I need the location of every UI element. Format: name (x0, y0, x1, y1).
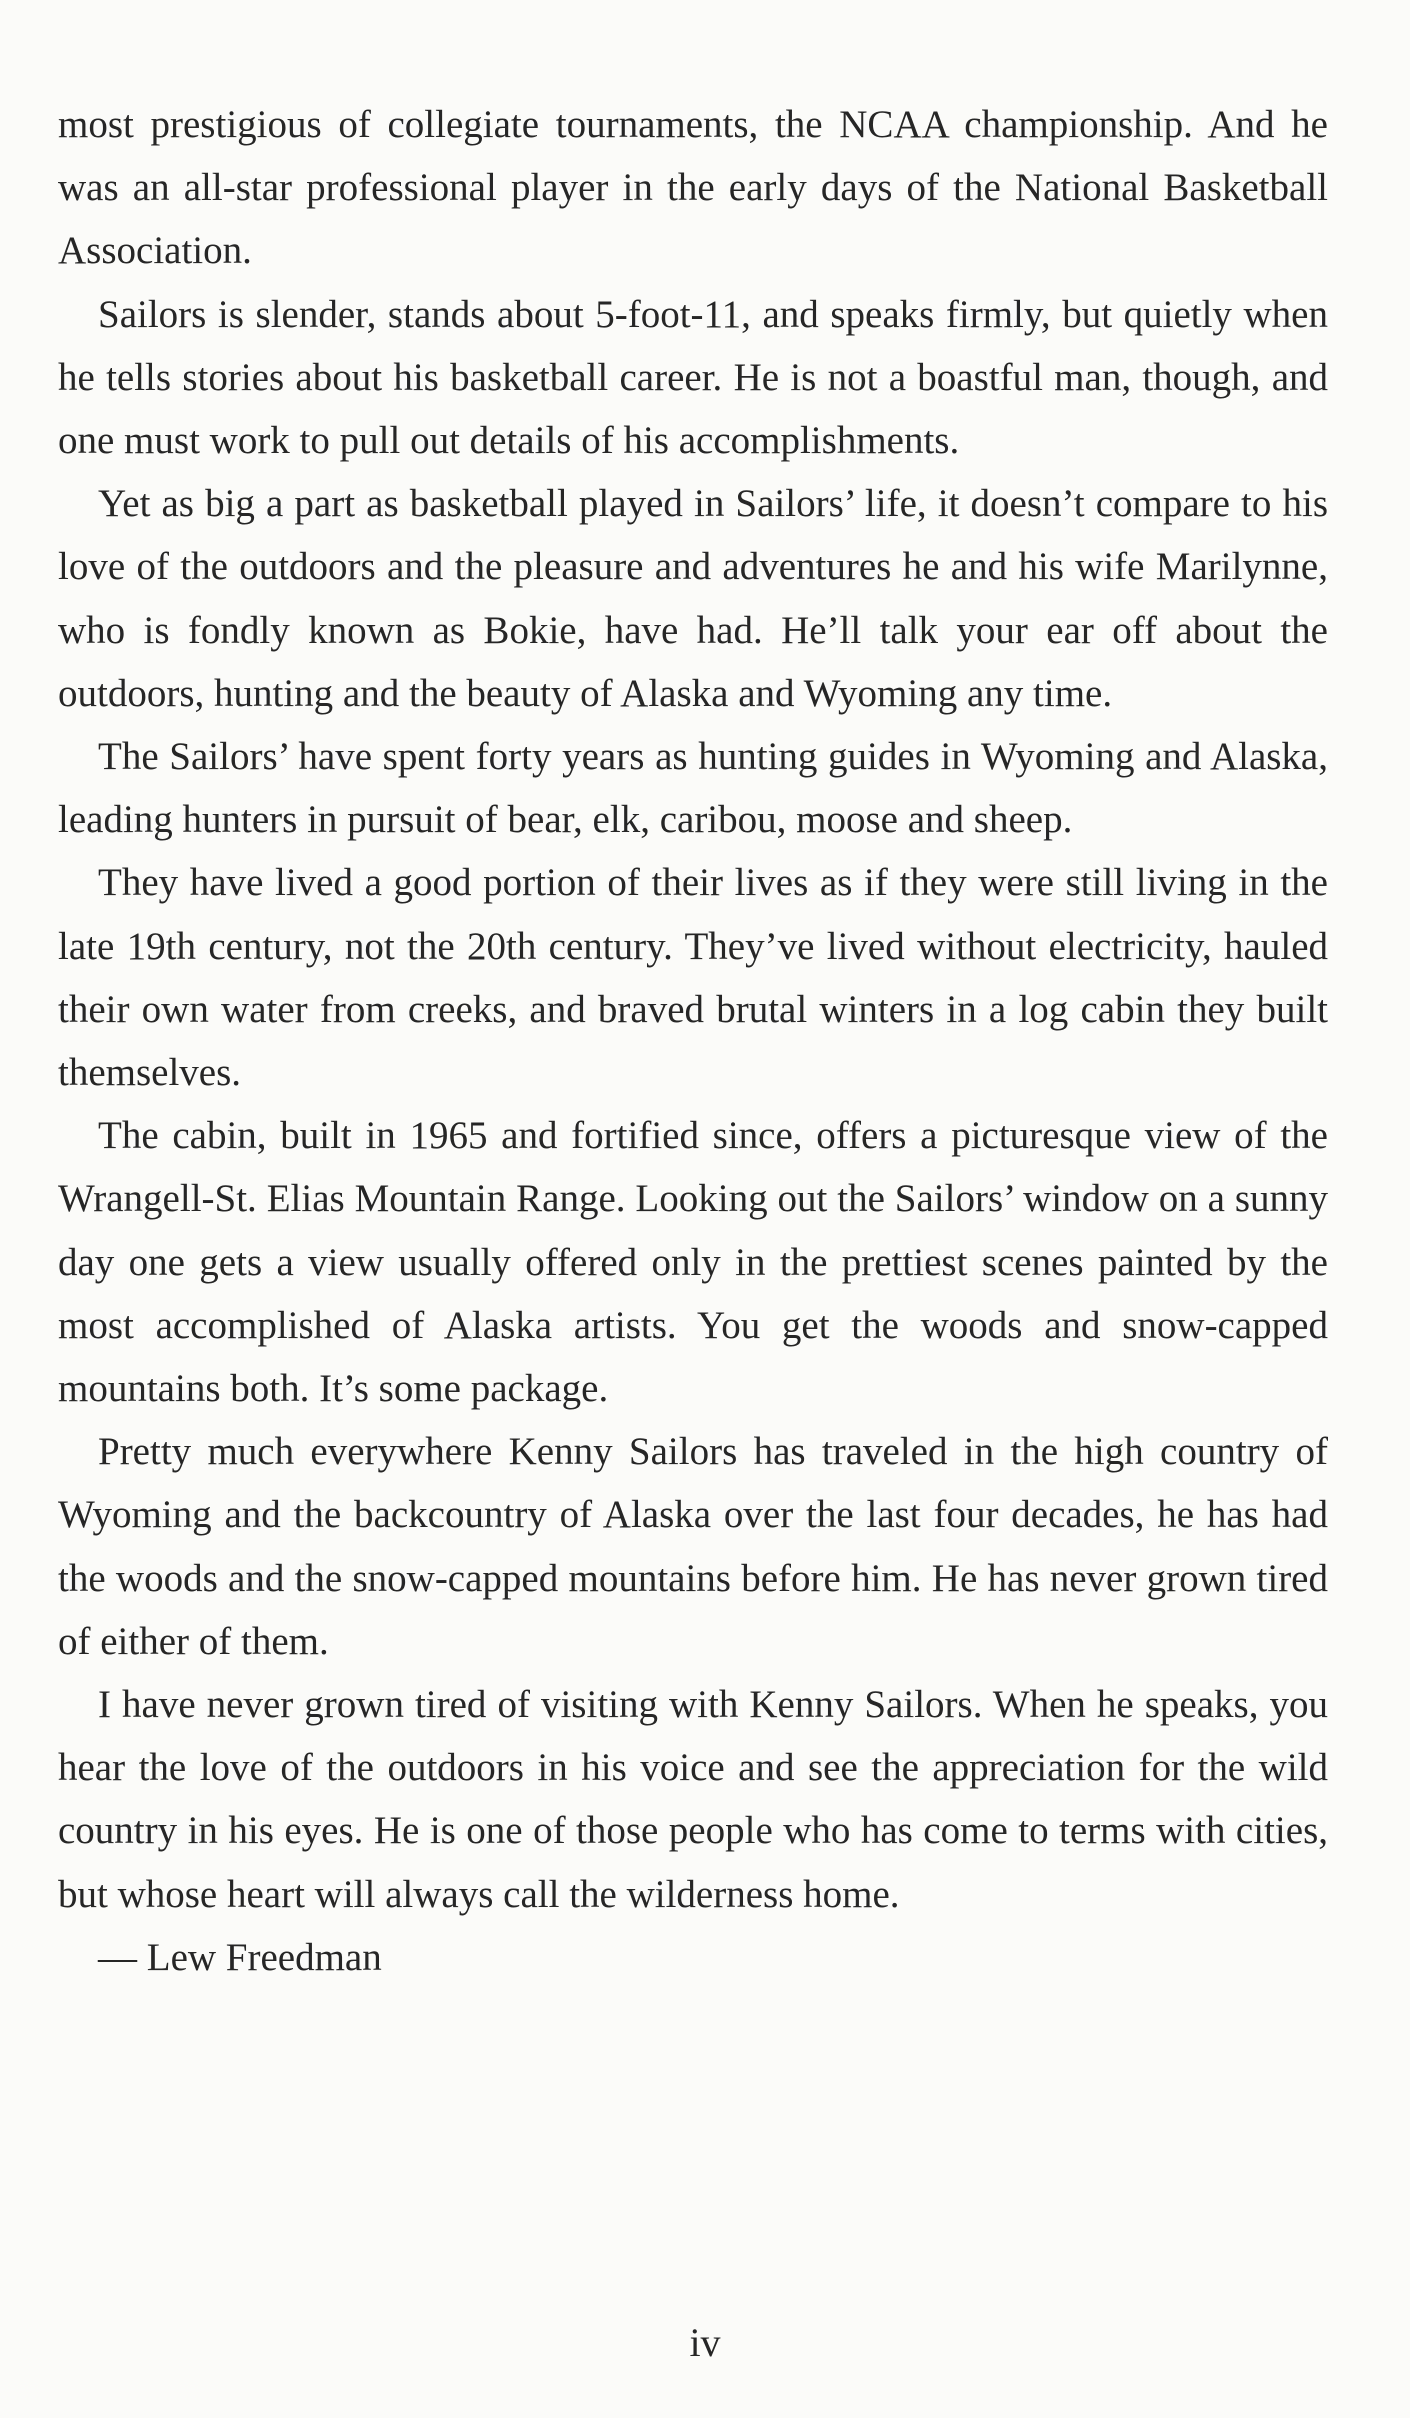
page-number: iv (689, 2320, 721, 2365)
paragraph-love-of-outdoors: Yet as big a part as basketball played in Sailors’ life, it doesn’t compare to his love of the outdoors and the pleasure and adventures he and his wife Marilynne, who is fondly known as Bokie, have had. He’ll talk your ear off about the outdoors, hunting and the beauty of Alaska and Wyoming any time. (58, 482, 1328, 715)
paragraph-sailors-description: Sailors is slender, stands about 5-foot-11, and speaks firmly, but quietly when he tells stories about his basketball career. He is not a boastful man, though, and one must work to pull out details of his accomplishments. (58, 292, 1328, 463)
paragraph-cabin: The cabin, built in 1965 and fortified since, offers a picturesque view of the Wrangell-St. Elias Mountain Range. Looking out the Sailors’ window on a sunny day one gets a view usually offered only in the prettiest scenes painted by the most accomplished of Alaska artists. You get the woods and snow-capped mountains both. It’s some package. (58, 1114, 1328, 1411)
author-signature: — Lew Freedman (98, 1935, 382, 1979)
paragraph-travels: Pretty much everywhere Kenny Sailors has traveled in the high country of Wyoming and the backcountry of Alaska over the last four decades, he has had the woods and the snow-capped mountains before him. He has never grown tired of either of them. (58, 1430, 1328, 1663)
paragraph-visiting: I have never grown tired of visiting with Kenny Sailors. When he speaks, you hear the love of the outdoors in his voice and see the appreciation for the wild country in his eyes. He is one of those people who has come to terms with cities, but whose heart will always call the wilderness home. (58, 1683, 1328, 1916)
paragraph-19th-century: They have lived a good portion of their lives as if they were still living in the late 19th century, not the 20th century. They’ve lived without electricity, hauled their own water from creeks, and braved brutal winters in a log cabin they built themselves. (58, 861, 1328, 1095)
body-text (58, 93, 1328, 1989)
paragraph-ncaa: most prestigious of collegiate tournaments, the NCAA championship. And he was an all-star professional player in the early days of the National Basketball Association. (58, 103, 1328, 273)
paragraph-hunting-guides: The Sailors’ have spent forty years as hunting guides in Wyoming and Alaska, leading hunters in pursuit of bear, elk, caribou, moose and sheep. (58, 735, 1328, 842)
